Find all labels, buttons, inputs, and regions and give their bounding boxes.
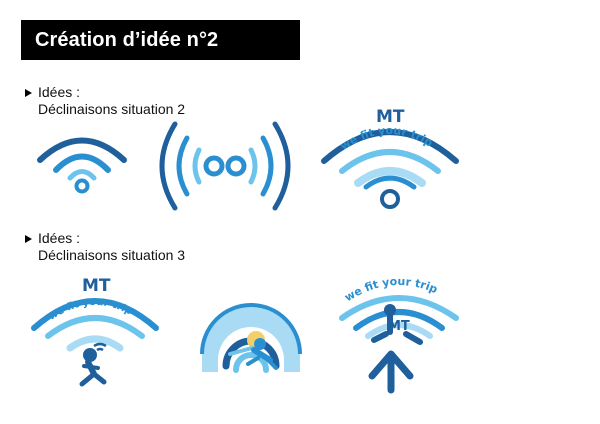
- bullet-triangle-icon: [25, 89, 32, 97]
- bullet-triangle-icon: [25, 235, 32, 243]
- section-3-label: [25, 230, 185, 264]
- mt-logo-letters: MT: [376, 107, 405, 127]
- section-2-subtitle: Déclinaisons situation 2: [38, 101, 186, 117]
- section-2-label: [25, 84, 185, 118]
- section-2-heading: Idées :: [38, 84, 81, 100]
- mt-logo-wifi-icon: [320, 103, 460, 213]
- tagline-text: we fit your trip: [46, 296, 134, 323]
- wifi-up-arrow-icon: [336, 272, 462, 392]
- wifi-simple-icon: [34, 125, 134, 195]
- section-3-subtitle: Déclinaisons situation 3: [38, 247, 186, 263]
- wifi-broadcast-icon: [157, 118, 297, 216]
- tagline-text: we fit your trip: [342, 274, 440, 305]
- mt-logo-letters: MT: [82, 276, 111, 296]
- tagline-text: we fit your trip: [337, 123, 436, 153]
- title-banner: [21, 20, 300, 60]
- portal-flyer-icon: [196, 280, 306, 380]
- mt-logo-letters: MT: [388, 319, 410, 334]
- mt-wifi-runner-icon: [30, 272, 160, 392]
- section-3-heading: Idées :: [38, 230, 81, 246]
- page-title: Création d’idée n°2: [35, 28, 219, 51]
